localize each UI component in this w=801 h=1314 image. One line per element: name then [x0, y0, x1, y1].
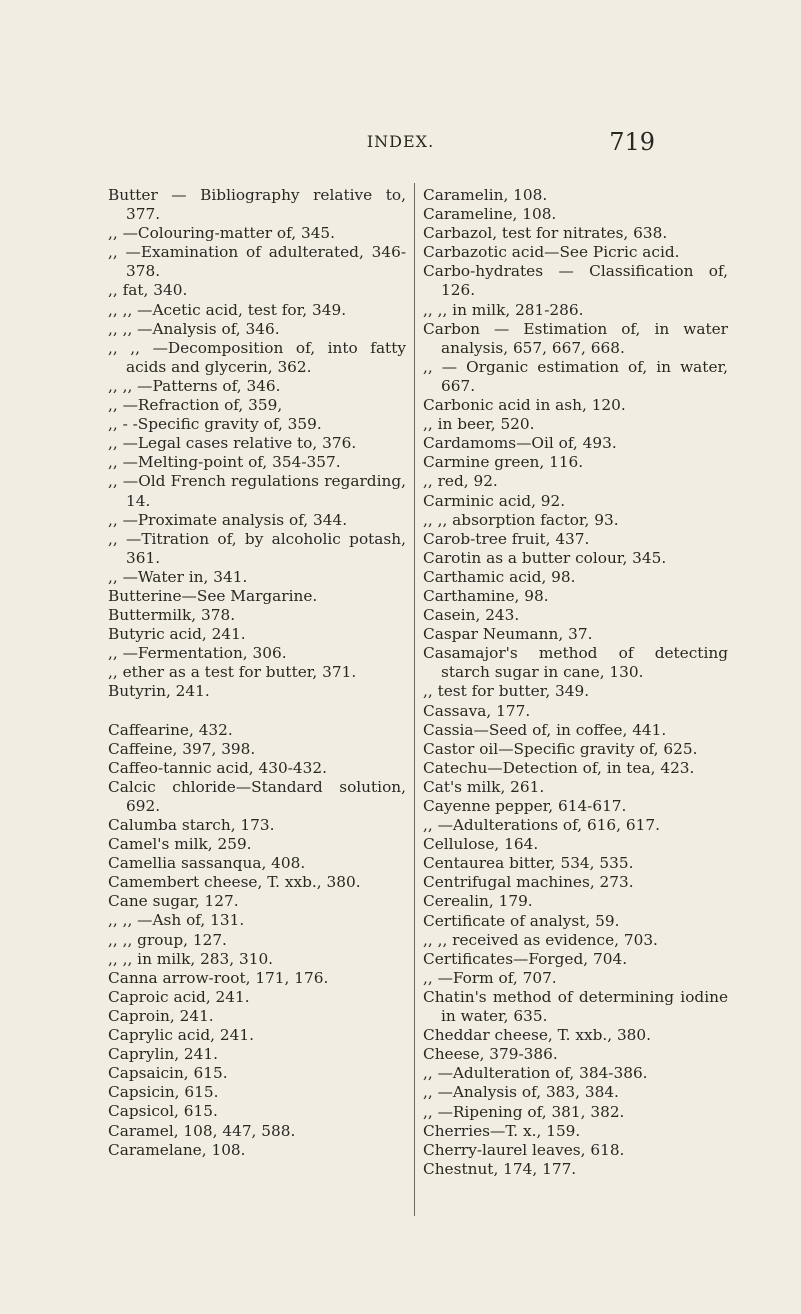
index-entry: Castor oil—Specific gravity of, 625. — [423, 739, 698, 758]
page-header — [0, 128, 801, 158]
index-entry: Chatin's method of determining iodine in water, 635. — [423, 987, 728, 1026]
page-number: 719 — [609, 128, 655, 156]
index-entry: Cheese, 379-386. — [423, 1045, 558, 1064]
index-entry: Certificate of analyst, 59. — [423, 911, 620, 930]
index-entry: ,, —Titration of, by alcoholic potash, 361. — [108, 529, 406, 567]
index-entry: Capsicin, 615. — [108, 1083, 219, 1102]
index-entry: Carbon — Estimation of, in water analysis, 657, 667, 668. — [423, 319, 728, 357]
index-entry: ,, fat, 340. — [108, 281, 188, 300]
index-entry: Capsaicin, 615. — [108, 1064, 228, 1083]
running-title: INDEX. — [366, 132, 435, 151]
index-entry: Carbonic acid in ash, 120. — [423, 396, 626, 415]
index-entry: ,, ,, group, 127. — [108, 930, 227, 949]
index-entry: Casamajor's method of detecting starch sugar in cane, 130. — [423, 644, 728, 682]
index-entry: Canna arrow-root, 171, 176. — [108, 968, 329, 987]
index-entry: Cellulose, 164. — [423, 835, 539, 854]
index-entry: Centaurea bitter, 534, 535. — [423, 854, 634, 873]
index-entry: Cassia—Seed of, in coffee, 441. — [423, 720, 667, 739]
index-entry: ,, ,, absorption factor, 93. — [423, 510, 619, 529]
index-entry: Camel's milk, 259. — [108, 835, 252, 854]
index-entry: ,, —Ripening of, 381, 382. — [423, 1102, 625, 1121]
index-entry: Caproin, 241. — [108, 1006, 214, 1025]
index-entry: Catechu—Detection of, in tea, 423. — [423, 758, 695, 777]
index-entry: ,, ,, —Analysis of, 346. — [108, 319, 280, 338]
index-entry: Carminic acid, 92. — [423, 491, 566, 510]
index-entry: Cane sugar, 127. — [108, 892, 239, 911]
index-entry: ,, red, 92. — [423, 472, 498, 491]
index-entry: ,, —Examination of adulterated, 346-378. — [108, 243, 406, 281]
index-entry: Carthamine, 98. — [423, 586, 549, 605]
index-entry: ,, —Colouring-matter of, 345. — [108, 224, 336, 243]
index-entry: ,, ether as a test for butter, 371. — [108, 663, 357, 682]
index-entry: Caramelane, 108. — [108, 1140, 246, 1159]
index-entry: Cherry-laurel leaves, 618. — [423, 1140, 625, 1159]
index-entry: ,, —Old French regulations regarding, 14. — [108, 472, 406, 510]
index-entry: Carthamic acid, 98. — [423, 567, 576, 586]
index-entry: Cayenne pepper, 614-617. — [423, 797, 627, 815]
index-entry: Carbo-hydrates — Classification of, 126. — [423, 262, 728, 300]
index-entry: ,, - -Specific gravity of, 359. — [108, 415, 322, 434]
index-entry: Cherries—T. x., 159. — [423, 1121, 581, 1140]
index-entry: Centrifugal machines, 273. — [423, 873, 634, 892]
index-entry: ,, ,, —Ash of, 131. — [108, 911, 245, 930]
index-entry: Capsicol, 615. — [108, 1102, 218, 1121]
index-entry: ,, test for butter, 349. — [423, 682, 590, 701]
index-entry: ,, ,, received as evidence, 703. — [423, 930, 658, 949]
index-entry: Carbazotic acid—See Picric acid. — [423, 243, 680, 262]
index-entry: ,, ,, in milk, 281-286. — [423, 300, 584, 319]
index-entry: ,, ,, —Decomposition of, into fatty acids and glycerin, 362. — [108, 338, 406, 376]
index-entry: Calcic chloride—Standard solution, 692. — [108, 777, 406, 815]
index-entry: Camembert cheese, T. xxb., 380. — [108, 873, 361, 892]
index-entry: ,, ,, —Acetic acid, test for, 349. — [108, 300, 347, 319]
index-entry: ,, —Form of, 707. — [423, 968, 557, 987]
index-entry: Caprylin, 241. — [108, 1045, 218, 1064]
index-entry: ,, —Analysis of, 383, 384. — [423, 1083, 619, 1102]
index-entry: Cheddar cheese, T. xxb., 380. — [423, 1026, 652, 1045]
index-entry: Caproic acid, 241. — [108, 987, 250, 1006]
index-entry: ,, — Organic estimation of, in water, 667. — [423, 357, 728, 395]
index-entry: Butterine—See Margarine. — [108, 586, 318, 605]
index-entry: Carotin as a butter colour, 345. — [423, 548, 667, 567]
index-entry: Certificates—Forged, 704. — [423, 949, 628, 968]
index-entry: Caffearine, 432. — [108, 720, 233, 739]
index-entry: Buttermilk, 378. — [108, 606, 236, 625]
index-entry: ,, —Fermentation, 306. — [108, 644, 287, 663]
index-entry: ,, ,, —Patterns of, 346. — [108, 376, 281, 395]
index-entry: Butyrin, 241. — [108, 682, 210, 701]
index-entry: ,, —Melting-point of, 354-357. — [108, 453, 341, 472]
index-entry: ,, —Proximate analysis of, 344. — [108, 510, 348, 529]
index-entry: Chestnut, 174, 177. — [423, 1159, 577, 1178]
index-entry: ,, —Water in, 341. — [108, 567, 248, 586]
index-entry: Carameline, 108. — [423, 205, 557, 224]
index-entry: Cardamoms—Oil of, 493. — [423, 434, 617, 453]
index-entry: Carob-tree fruit, 437. — [423, 529, 590, 548]
index-entry: Calumba starch, 173. — [108, 816, 275, 834]
index-entry: Caffeo-tannic acid, 430-432. — [108, 758, 327, 777]
index-entry: ,, —Refraction of, 359, — [108, 396, 283, 415]
index-entry: ,, —Legal cases relative to, 376. — [108, 434, 357, 453]
index-entry: ,, in beer, 520. — [423, 415, 535, 434]
section-gap — [108, 702, 406, 721]
index-entry: Casein, 243. — [423, 606, 520, 625]
index-column-right — [423, 186, 728, 1179]
index-entry: ,, —Adulteration of, 384-386. — [423, 1064, 648, 1083]
column-divider — [414, 183, 415, 1216]
index-entry: Camellia sassanqua, 408. — [108, 854, 306, 873]
index-entry: Cerealin, 179. — [423, 892, 533, 911]
index-entry: Caprylic acid, 241. — [108, 1026, 254, 1045]
index-entry: ,, ,, in milk, 283, 310. — [108, 949, 274, 968]
index-entry: Cat's milk, 261. — [423, 777, 545, 796]
index-entry: Caffeine, 397, 398. — [108, 739, 256, 758]
index-entry: Caramel, 108, 447, 588. — [108, 1121, 296, 1140]
index-entry: Carmine green, 116. — [423, 453, 584, 472]
index-entry: ,, —Adulterations of, 616, 617. — [423, 816, 660, 835]
index-entry: Caspar Neumann, 37. — [423, 625, 593, 644]
index-entry: Caramelin, 108. — [423, 186, 548, 204]
index-entry: Cassava, 177. — [423, 701, 531, 720]
index-entry: Carbazol, test for nitrates, 638. — [423, 224, 668, 243]
index-entry: Butter — Bibliography relative to, 377. — [108, 186, 406, 224]
index-entry: Butyric acid, 241. — [108, 625, 246, 644]
index-column-left — [108, 186, 406, 1160]
